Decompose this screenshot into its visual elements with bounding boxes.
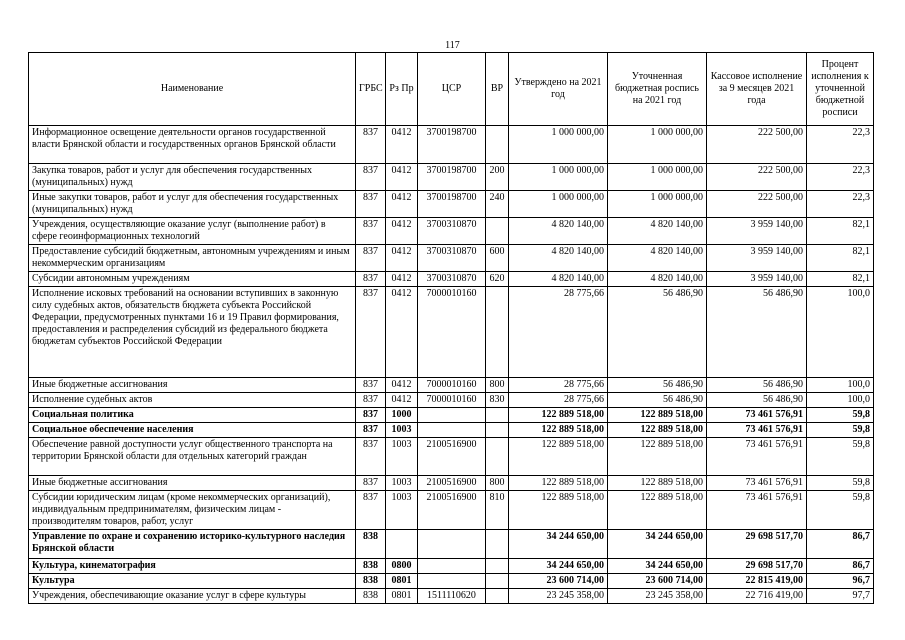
table-cell-percent: 22,3 bbox=[807, 126, 874, 164]
table-cell-name: Обеспечение равной доступности услуг общественного транспорта на территории Брянской области для отдельных категорий граждан bbox=[29, 438, 356, 476]
table-row bbox=[29, 164, 874, 191]
table-cell-csr bbox=[418, 559, 486, 574]
table-cell-grbs: 837 bbox=[356, 423, 386, 438]
table-cell-refined: 122 889 518,00 bbox=[608, 491, 707, 530]
table-cell-csr: 3700198700 bbox=[418, 164, 486, 191]
table-row bbox=[29, 218, 874, 245]
table-cell-vr: 600 bbox=[486, 245, 509, 272]
table-cell-refined: 122 889 518,00 bbox=[608, 423, 707, 438]
table-cell-percent: 59,8 bbox=[807, 408, 874, 423]
table-cell-refined: 122 889 518,00 bbox=[608, 476, 707, 491]
table-cell-name: Предоставление субсидий бюджетным, автономным учреждениям и иным некоммерческим организациям bbox=[29, 245, 356, 272]
table-cell-refined: 1 000 000,00 bbox=[608, 191, 707, 218]
table-cell-name: Культура bbox=[29, 574, 356, 589]
header-cash: Кассовое исполнение за 9 месяцев 2021 года bbox=[707, 53, 807, 126]
table-cell-vr bbox=[486, 408, 509, 423]
table-cell-refined: 4 820 140,00 bbox=[608, 245, 707, 272]
table-cell-approved: 122 889 518,00 bbox=[509, 491, 608, 530]
table-cell-rzpr: 0801 bbox=[386, 574, 418, 589]
table-cell-name: Социальное обеспечение населения bbox=[29, 423, 356, 438]
table-cell-csr: 3700310870 bbox=[418, 218, 486, 245]
table-cell-rzpr: 0412 bbox=[386, 378, 418, 393]
table-cell-csr: 3700198700 bbox=[418, 191, 486, 218]
table-cell-refined: 34 244 650,00 bbox=[608, 530, 707, 559]
table-cell-approved: 1 000 000,00 bbox=[509, 164, 608, 191]
table-cell-grbs: 837 bbox=[356, 491, 386, 530]
table-cell-vr bbox=[486, 574, 509, 589]
table-cell-name: Иные закупки товаров, работ и услуг для обеспечения государственных (муниципальных) нужд bbox=[29, 191, 356, 218]
table-cell-vr: 800 bbox=[486, 476, 509, 491]
table-cell-refined: 4 820 140,00 bbox=[608, 218, 707, 245]
table-cell-vr: 240 bbox=[486, 191, 509, 218]
table-cell-approved: 4 820 140,00 bbox=[509, 218, 608, 245]
table-cell-percent: 22,3 bbox=[807, 164, 874, 191]
table-row bbox=[29, 559, 874, 574]
table-cell-vr bbox=[486, 423, 509, 438]
table-cell-refined: 4 820 140,00 bbox=[608, 272, 707, 287]
table-cell-grbs: 837 bbox=[356, 408, 386, 423]
table-cell-rzpr: 1003 bbox=[386, 438, 418, 476]
table-cell-approved: 122 889 518,00 bbox=[509, 438, 608, 476]
table-cell-vr bbox=[486, 530, 509, 559]
table-row bbox=[29, 438, 874, 476]
table-cell-grbs: 837 bbox=[356, 218, 386, 245]
table-cell-cash: 73 461 576,91 bbox=[707, 438, 807, 476]
table-cell-rzpr: 0412 bbox=[386, 164, 418, 191]
table-cell-name: Учреждения, осуществляющие оказание услуг (выполнение работ) в сфере геоинформационных технологий bbox=[29, 218, 356, 245]
table-cell-grbs: 837 bbox=[356, 287, 386, 378]
table-cell-approved: 122 889 518,00 bbox=[509, 408, 608, 423]
header-grbs: ГРБС bbox=[356, 53, 386, 126]
table-row bbox=[29, 589, 874, 604]
table-cell-cash: 73 461 576,91 bbox=[707, 491, 807, 530]
table-cell-grbs: 837 bbox=[356, 476, 386, 491]
table-cell-name: Управление по охране и сохранению историко-культурного наследия Брянской области bbox=[29, 530, 356, 559]
table-row bbox=[29, 272, 874, 287]
table-cell-cash: 73 461 576,91 bbox=[707, 423, 807, 438]
table-cell-percent: 86,7 bbox=[807, 530, 874, 559]
table-cell-cash: 222 500,00 bbox=[707, 164, 807, 191]
table-cell-name: Закупка товаров, работ и услуг для обеспечения государственных (муниципальных) нужд bbox=[29, 164, 356, 191]
header-refined: Уточненная бюджетная роспись на 2021 год bbox=[608, 53, 707, 126]
table-row bbox=[29, 408, 874, 423]
table-cell-percent: 82,1 bbox=[807, 218, 874, 245]
table-cell-csr: 3700310870 bbox=[418, 272, 486, 287]
table-row bbox=[29, 126, 874, 164]
table-cell-grbs: 837 bbox=[356, 126, 386, 164]
table-cell-grbs: 837 bbox=[356, 164, 386, 191]
table-cell-vr: 810 bbox=[486, 491, 509, 530]
table-cell-approved: 122 889 518,00 bbox=[509, 423, 608, 438]
table-cell-approved: 28 775,66 bbox=[509, 287, 608, 378]
table-cell-approved: 28 775,66 bbox=[509, 378, 608, 393]
table-header-row bbox=[29, 53, 874, 126]
table-cell-cash: 3 959 140,00 bbox=[707, 272, 807, 287]
table-cell-csr: 2100516900 bbox=[418, 438, 486, 476]
table-cell-approved: 23 245 358,00 bbox=[509, 589, 608, 604]
table-cell-percent: 86,7 bbox=[807, 559, 874, 574]
table-cell-percent: 59,8 bbox=[807, 491, 874, 530]
table-cell-csr: 3700310870 bbox=[418, 245, 486, 272]
table-cell-grbs: 838 bbox=[356, 589, 386, 604]
table-cell-cash: 56 486,90 bbox=[707, 393, 807, 408]
table-cell-name: Субсидии юридическим лицам (кроме некоммерческих организаций), индивидуальным предпринимателям, физическим лицам - производителям товаров, работ, услуг bbox=[29, 491, 356, 530]
table-cell-grbs: 837 bbox=[356, 378, 386, 393]
table-cell-cash: 29 698 517,70 bbox=[707, 559, 807, 574]
table-cell-rzpr: 0412 bbox=[386, 245, 418, 272]
table-row bbox=[29, 245, 874, 272]
table-cell-refined: 122 889 518,00 bbox=[608, 408, 707, 423]
table-cell-rzpr: 0412 bbox=[386, 126, 418, 164]
table-cell-vr bbox=[486, 438, 509, 476]
table-cell-cash: 3 959 140,00 bbox=[707, 245, 807, 272]
table-cell-rzpr: 0412 bbox=[386, 272, 418, 287]
table-cell-name: Исполнение исковых требований на основании вступивших в законную силу судебных актов, обязательств бюджета субъекта Российской Федерации, предусмотренных пунктами 16 и 19 Правил формирования, предоставления и распределения субсидий из федерального бюджета бюджетам субъектов Российской Федерации bbox=[29, 287, 356, 378]
table-cell-approved: 1 000 000,00 bbox=[509, 126, 608, 164]
table-cell-cash: 73 461 576,91 bbox=[707, 408, 807, 423]
table-cell-vr bbox=[486, 559, 509, 574]
table-cell-percent: 59,8 bbox=[807, 438, 874, 476]
table-cell-vr bbox=[486, 287, 509, 378]
table-cell-approved: 4 820 140,00 bbox=[509, 272, 608, 287]
header-approved: Утверждено на 2021 год bbox=[509, 53, 608, 126]
header-percent: Процент исполнения к уточненной бюджетной росписи bbox=[807, 53, 874, 126]
table-cell-name: Субсидии автономным учреждениям bbox=[29, 272, 356, 287]
table-cell-name: Иные бюджетные ассигнования bbox=[29, 378, 356, 393]
table-row bbox=[29, 393, 874, 408]
table-cell-csr bbox=[418, 574, 486, 589]
table-cell-csr bbox=[418, 408, 486, 423]
header-vr: ВР bbox=[486, 53, 509, 126]
table-cell-cash: 73 461 576,91 bbox=[707, 476, 807, 491]
table-cell-rzpr bbox=[386, 530, 418, 559]
table-cell-refined: 56 486,90 bbox=[608, 393, 707, 408]
header-csr: ЦСР bbox=[418, 53, 486, 126]
table-cell-approved: 34 244 650,00 bbox=[509, 559, 608, 574]
table-cell-grbs: 838 bbox=[356, 559, 386, 574]
table-cell-percent: 82,1 bbox=[807, 245, 874, 272]
table-row bbox=[29, 530, 874, 559]
table-cell-vr: 800 bbox=[486, 378, 509, 393]
table-cell-rzpr: 1003 bbox=[386, 423, 418, 438]
table-cell-vr: 620 bbox=[486, 272, 509, 287]
table-cell-name: Культура, кинематография bbox=[29, 559, 356, 574]
table-cell-name: Информационное освещение деятельности органов государственной власти Брянской области и государственных органов Брянской области bbox=[29, 126, 356, 164]
table-cell-name: Социальная политика bbox=[29, 408, 356, 423]
table-cell-csr bbox=[418, 423, 486, 438]
header-name: Наименование bbox=[29, 53, 356, 126]
table-cell-csr: 3700198700 bbox=[418, 126, 486, 164]
table-row bbox=[29, 574, 874, 589]
table-cell-approved: 23 600 714,00 bbox=[509, 574, 608, 589]
table-cell-rzpr: 0412 bbox=[386, 191, 418, 218]
header-rzpr: Рз Пр bbox=[386, 53, 418, 126]
table-cell-percent: 59,8 bbox=[807, 476, 874, 491]
table-cell-rzpr: 1003 bbox=[386, 491, 418, 530]
table-row bbox=[29, 423, 874, 438]
table-cell-cash: 22 815 419,00 bbox=[707, 574, 807, 589]
table-cell-grbs: 838 bbox=[356, 574, 386, 589]
table-cell-refined: 56 486,90 bbox=[608, 287, 707, 378]
table-row bbox=[29, 287, 874, 378]
table-cell-rzpr: 1000 bbox=[386, 408, 418, 423]
table-cell-percent: 100,0 bbox=[807, 378, 874, 393]
table-cell-vr bbox=[486, 218, 509, 245]
table-cell-vr: 830 bbox=[486, 393, 509, 408]
table-cell-cash: 29 698 517,70 bbox=[707, 530, 807, 559]
page-number: 117 bbox=[445, 40, 460, 51]
table-cell-grbs: 838 bbox=[356, 530, 386, 559]
table-cell-approved: 28 775,66 bbox=[509, 393, 608, 408]
table-cell-rzpr: 0800 bbox=[386, 559, 418, 574]
table-cell-csr: 7000010160 bbox=[418, 378, 486, 393]
table-cell-percent: 59,8 bbox=[807, 423, 874, 438]
table-cell-percent: 100,0 bbox=[807, 287, 874, 378]
table-cell-refined: 1 000 000,00 bbox=[608, 126, 707, 164]
table-cell-refined: 23 245 358,00 bbox=[608, 589, 707, 604]
table-cell-cash: 3 959 140,00 bbox=[707, 218, 807, 245]
table-cell-rzpr: 0801 bbox=[386, 589, 418, 604]
table-cell-refined: 56 486,90 bbox=[608, 378, 707, 393]
table-cell-percent: 97,7 bbox=[807, 589, 874, 604]
table-row bbox=[29, 491, 874, 530]
table-cell-cash: 222 500,00 bbox=[707, 191, 807, 218]
table-cell-name: Исполнение судебных актов bbox=[29, 393, 356, 408]
table-cell-csr: 7000010160 bbox=[418, 393, 486, 408]
table-cell-grbs: 837 bbox=[356, 393, 386, 408]
table-cell-grbs: 837 bbox=[356, 191, 386, 218]
budget-table bbox=[28, 52, 874, 604]
table-cell-percent: 96,7 bbox=[807, 574, 874, 589]
table-cell-name: Учреждения, обеспечивающие оказание услуг в сфере культуры bbox=[29, 589, 356, 604]
table-row bbox=[29, 476, 874, 491]
table-cell-cash: 222 500,00 bbox=[707, 126, 807, 164]
table-cell-csr bbox=[418, 530, 486, 559]
table-cell-refined: 1 000 000,00 bbox=[608, 164, 707, 191]
table-cell-vr: 200 bbox=[486, 164, 509, 191]
table-cell-rzpr: 0412 bbox=[386, 218, 418, 245]
table-cell-vr bbox=[486, 126, 509, 164]
table-cell-rzpr: 0412 bbox=[386, 393, 418, 408]
table-cell-percent: 100,0 bbox=[807, 393, 874, 408]
table-cell-refined: 122 889 518,00 bbox=[608, 438, 707, 476]
table-cell-percent: 22,3 bbox=[807, 191, 874, 218]
table-cell-refined: 34 244 650,00 bbox=[608, 559, 707, 574]
table-cell-cash: 56 486,90 bbox=[707, 287, 807, 378]
table-cell-grbs: 837 bbox=[356, 245, 386, 272]
table-cell-csr: 2100516900 bbox=[418, 476, 486, 491]
table-row bbox=[29, 378, 874, 393]
table-cell-cash: 22 716 419,00 bbox=[707, 589, 807, 604]
table-cell-approved: 122 889 518,00 bbox=[509, 476, 608, 491]
table-cell-csr: 1511110620 bbox=[418, 589, 486, 604]
table-cell-csr: 2100516900 bbox=[418, 491, 486, 530]
table-cell-vr bbox=[486, 589, 509, 604]
table-cell-cash: 56 486,90 bbox=[707, 378, 807, 393]
table-cell-approved: 1 000 000,00 bbox=[509, 191, 608, 218]
table-row bbox=[29, 191, 874, 218]
table-cell-refined: 23 600 714,00 bbox=[608, 574, 707, 589]
table-cell-approved: 34 244 650,00 bbox=[509, 530, 608, 559]
table-cell-grbs: 837 bbox=[356, 272, 386, 287]
table-cell-rzpr: 0412 bbox=[386, 287, 418, 378]
table-cell-csr: 7000010160 bbox=[418, 287, 486, 378]
table-cell-grbs: 837 bbox=[356, 438, 386, 476]
table-cell-approved: 4 820 140,00 bbox=[509, 245, 608, 272]
table-cell-name: Иные бюджетные ассигнования bbox=[29, 476, 356, 491]
table-cell-percent: 82,1 bbox=[807, 272, 874, 287]
table-cell-rzpr: 1003 bbox=[386, 476, 418, 491]
